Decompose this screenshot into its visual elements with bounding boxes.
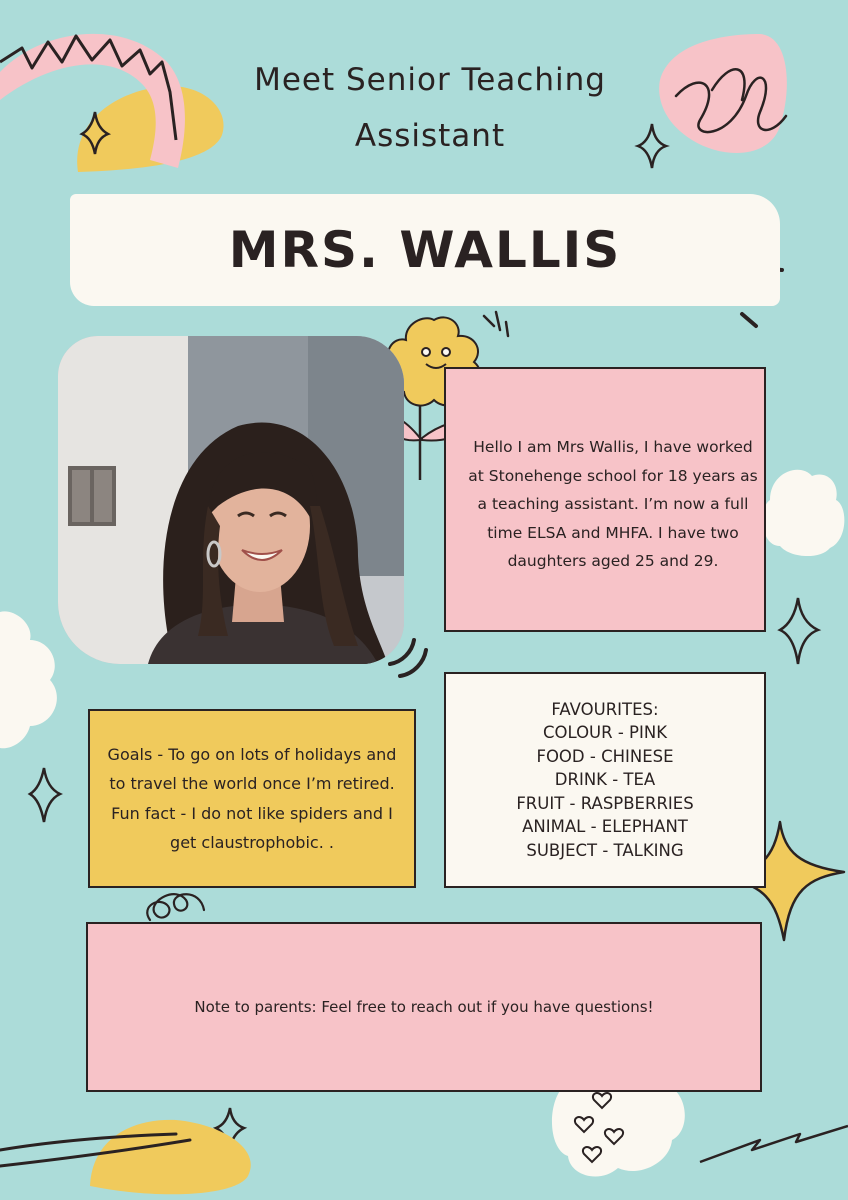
note-text: Note to parents: Feel free to reach out if you have questions! [194, 998, 654, 1016]
favourite-item: SUBJECT - TALKING [526, 840, 684, 860]
cloud-right [763, 470, 845, 556]
title-line-1: Meet Senior Teaching [254, 62, 606, 98]
favourites-box [444, 672, 766, 888]
bio-box [444, 367, 766, 632]
page-title [140, 52, 720, 164]
portrait-illustration [58, 336, 404, 664]
title-line-2: Assistant [354, 118, 506, 154]
goals-box [88, 709, 416, 888]
bio-text: Hello I am Mrs Wallis, I have worked at Stonehenge school for 18 years as a teaching assistant. I’m now a full time ELSA and MHFA. I have two daughters aged 25 and 29. [468, 438, 758, 571]
favourite-item: ANIMAL - ELEPHANT [522, 817, 688, 837]
sparkle-icon-right [780, 598, 818, 664]
favourites-heading: FAVOURITES: [551, 699, 659, 719]
portrait-photo [58, 336, 404, 664]
favourite-item: FOOD - CHINESE [536, 746, 674, 766]
goals-text: Goals - To go on lots of holidays and to travel the world once I’m retired. [107, 744, 397, 793]
zigzag-line-bottom-right [700, 1126, 848, 1162]
favourite-item: DRINK - TEA [554, 770, 656, 790]
note-to-parents-box [86, 922, 762, 1092]
fun-fact-text: Fun fact - I do not like spiders and I get claustrophobic. . [111, 803, 393, 852]
favourite-item: FRUIT - RASPBERRIES [516, 793, 694, 813]
yellow-blob-bottom-left [90, 1120, 251, 1194]
sparkle-icon-left [30, 768, 60, 822]
favourite-item: COLOUR - PINK [542, 723, 668, 743]
teacher-name: MRS. WALLIS [228, 221, 622, 279]
cloud-left [0, 611, 57, 748]
